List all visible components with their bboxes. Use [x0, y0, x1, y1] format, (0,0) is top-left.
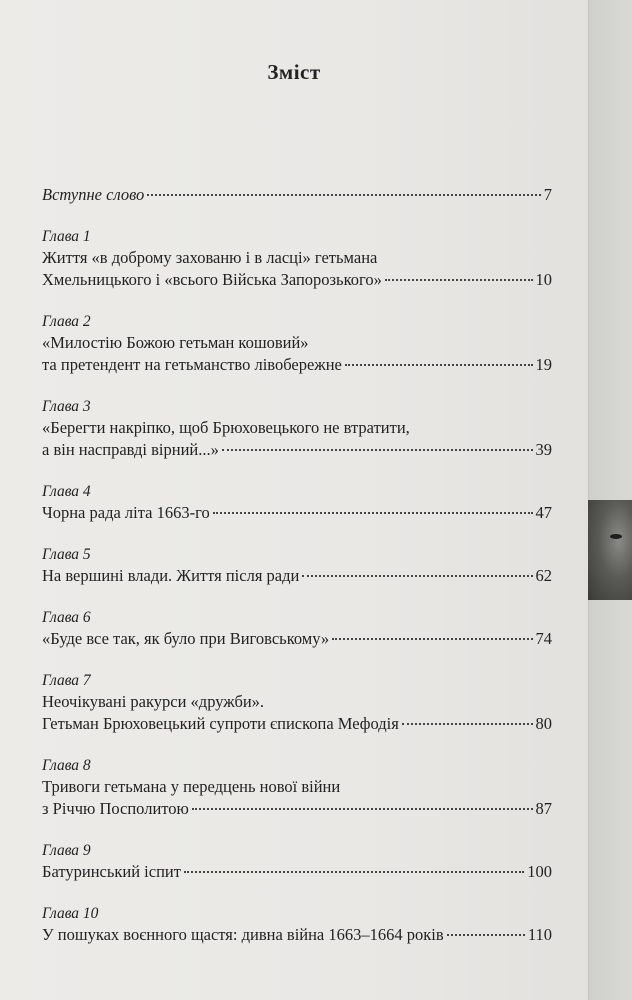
- toc-entry-chapter[interactable]: [42, 841, 552, 883]
- facing-page-portrait-fragment: [588, 500, 632, 600]
- chapter-label: Глава 4: [42, 483, 91, 500]
- leader-dots: [302, 575, 532, 577]
- toc-line: [42, 861, 552, 883]
- leader-dots: [192, 808, 533, 810]
- toc-line: [42, 628, 552, 650]
- toc-line: [42, 439, 552, 461]
- portrait-eye: [610, 534, 622, 539]
- page-number: 62: [535, 566, 552, 585]
- toc-title-line: «Милостію Божою гетьман кошовий»: [42, 333, 309, 352]
- page-number: 80: [535, 714, 552, 733]
- toc-title-line: Життя «в доброму захованю і в ласці» гетьмана: [42, 248, 378, 267]
- toc-title-line: Тривоги гетьмана у передцень нової війни: [42, 777, 341, 796]
- chapter-label: Глава 10: [42, 905, 99, 922]
- page-number: 39: [535, 440, 552, 459]
- chapter-label: Глава 3: [42, 398, 91, 415]
- chapter-label: Глава 7: [42, 672, 91, 689]
- toc-entry-chapter[interactable]: [42, 482, 552, 524]
- toc-line: [42, 269, 552, 291]
- page-number: 74: [535, 629, 552, 648]
- page-number: 10: [535, 270, 552, 289]
- page-number: 110: [527, 925, 552, 944]
- chapter-list: [42, 227, 552, 946]
- leader-dots: [213, 512, 533, 514]
- page-number: 47: [535, 503, 552, 522]
- toc-entry-chapter[interactable]: [42, 608, 552, 650]
- toc-entry-chapter[interactable]: [42, 397, 552, 461]
- page-number: 100: [527, 862, 552, 881]
- toc-line: [42, 713, 552, 735]
- toc-line: [42, 354, 552, 376]
- leader-dots: [147, 194, 540, 196]
- toc-entry-title: У пошуках воєнного щастя: дивна війна 1663–1664 років: [42, 925, 444, 944]
- toc-entry-title: Батуринський іспит: [42, 862, 181, 881]
- leader-dots: [345, 364, 533, 366]
- toc-line: [42, 924, 552, 946]
- toc-entry-title: Хмельницького і «всього Війська Запорозького»: [42, 270, 382, 289]
- toc-entry-chapter[interactable]: [42, 671, 552, 735]
- toc-line: [42, 502, 552, 524]
- page-title: Зміст: [267, 60, 321, 84]
- chapter-label: Глава 5: [42, 546, 91, 563]
- toc-entry-title: Чорна рада літа 1663-го: [42, 503, 210, 522]
- leader-dots: [222, 449, 533, 451]
- toc-entry-chapter[interactable]: [42, 227, 552, 291]
- toc-entry-chapter[interactable]: [42, 756, 552, 820]
- table-of-contents: [42, 184, 552, 967]
- toc-entry-chapter[interactable]: [42, 545, 552, 587]
- leader-dots: [447, 934, 525, 936]
- chapter-label: Глава 2: [42, 313, 91, 330]
- page-number: 87: [535, 799, 552, 818]
- toc-title-line: Неочікувані ракурси «дружби».: [42, 692, 265, 711]
- leader-dots: [402, 723, 533, 725]
- toc-line: [42, 798, 552, 820]
- leader-dots: [184, 871, 524, 873]
- toc-entry-title: На вершині влади. Життя після ради: [42, 566, 300, 585]
- toc-line: [42, 565, 552, 587]
- chapter-label: Глава 6: [42, 609, 91, 626]
- chapter-label: Глава 8: [42, 757, 91, 774]
- toc-entry-chapter[interactable]: [42, 904, 552, 946]
- toc-line: [42, 184, 552, 206]
- toc-entry-intro[interactable]: [42, 184, 552, 206]
- leader-dots: [385, 279, 533, 281]
- leader-dots: [332, 638, 532, 640]
- toc-entry-title: «Буде все так, як було при Виговському»: [42, 629, 330, 648]
- page-number: 7: [543, 185, 552, 204]
- chapter-label: Глава 1: [42, 228, 91, 245]
- toc-entry-title: Вступне слово: [42, 185, 145, 204]
- chapter-label: Глава 9: [42, 842, 91, 859]
- page-number: 19: [535, 355, 552, 374]
- toc-entry-title: Гетьман Брюховецький супроти єпископа Мефодія: [42, 714, 399, 733]
- toc-entry-chapter[interactable]: [42, 312, 552, 376]
- toc-entry-title: з Річчю Посполитою: [42, 799, 189, 818]
- toc-entry-title: а він насправді вірний...»: [42, 440, 219, 459]
- toc-title-line: «Берегти накріпко, щоб Брюховецького не втратити,: [42, 418, 410, 437]
- toc-entry-title: та претендент на гетьманство лівобережне: [42, 355, 342, 374]
